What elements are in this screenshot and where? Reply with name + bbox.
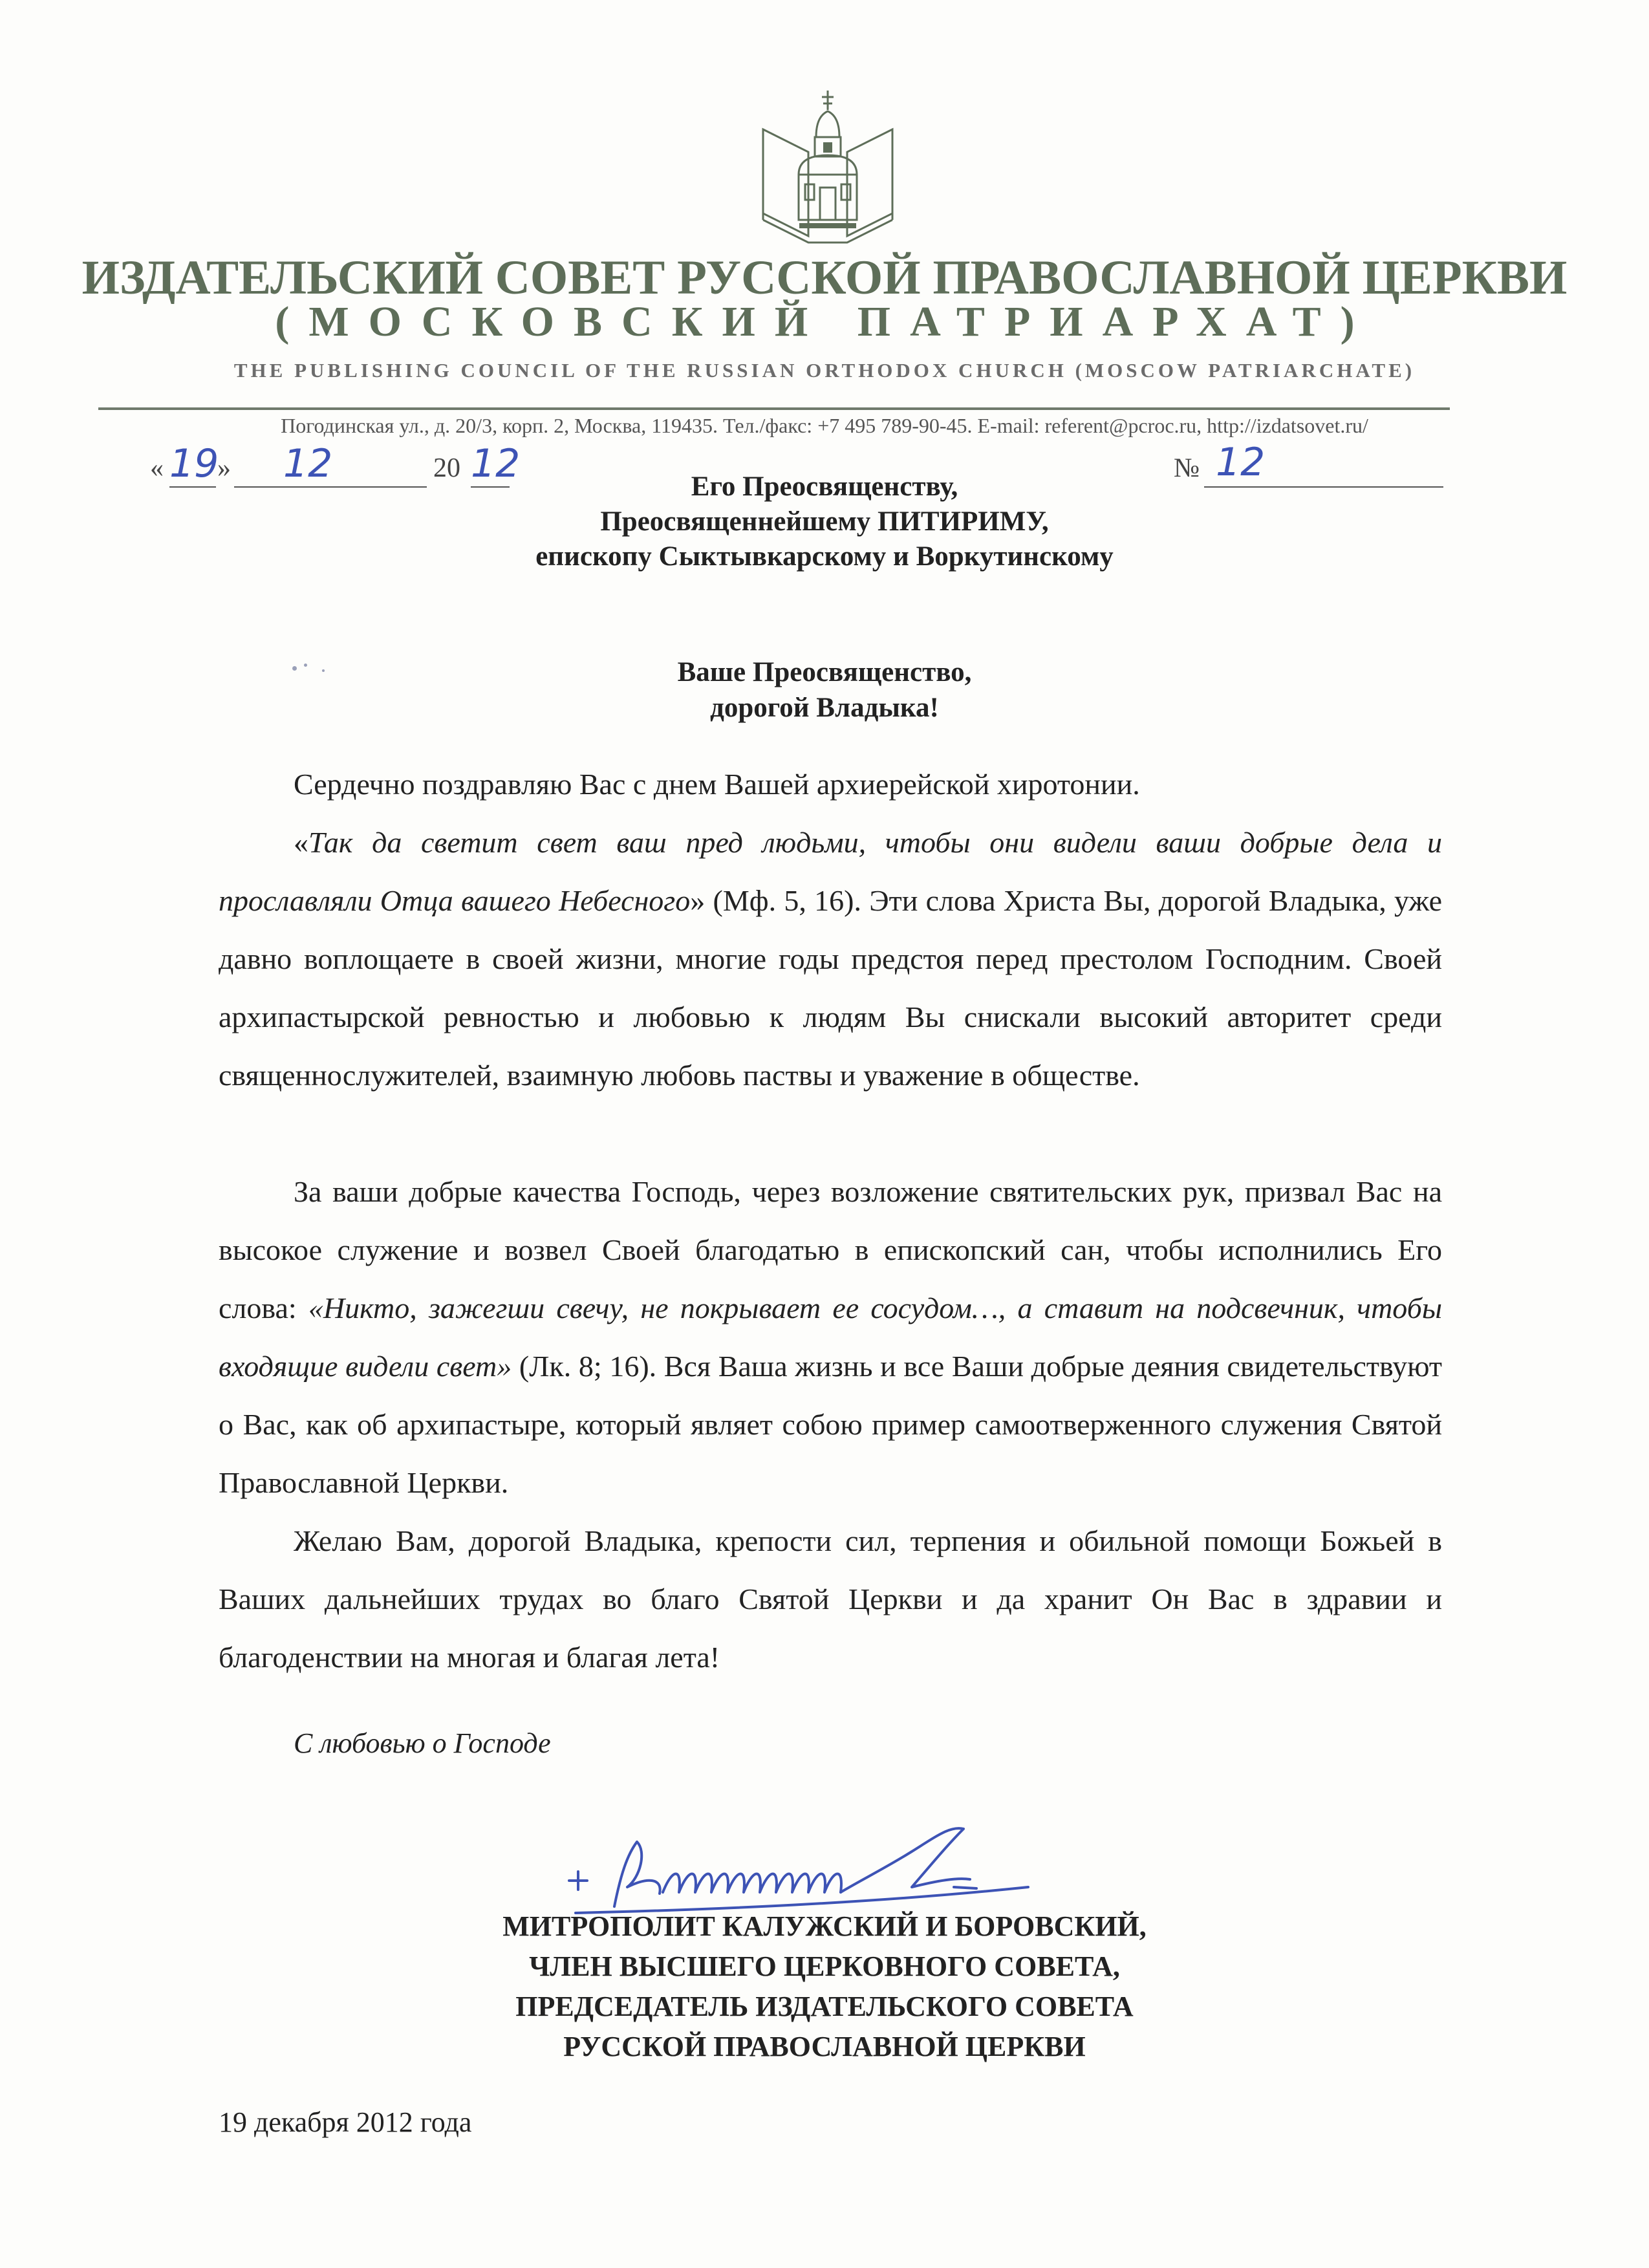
body-paragraph-3 bbox=[219, 1163, 1442, 1512]
body-paragraph-1: Сердечно поздравляю Вас с днем Вашей архиерейской хиротонии. bbox=[294, 768, 1140, 801]
signatory-title-line-2: ЧЛЕН ВЫСШЕГО ЦЕРКОВНОГО СОВЕТА, bbox=[529, 1950, 1120, 1982]
letterhead-address: Погодинская ул., д. 20/3, корп. 2, Москва, 119435. Тел./факс: +7 495 789-90-45. E-mail: referent@pcroc.ru, http://izdatsovet.ru/ bbox=[281, 414, 1368, 437]
signatory-title-line-4: РУССКОЙ ПРАВОСЛАВНОЙ ЦЕРКВИ bbox=[563, 2031, 1086, 2062]
letterhead-english-title: THE PUBLISHING COUNCIL OF THE RUSSIAN ORTHODOX CHURCH (MOSCOW PATRIARCHATE) bbox=[233, 359, 1416, 382]
addressee-line-3: епископу Сыктывкарскому и Воркутинскому bbox=[535, 541, 1114, 572]
salutation-line-2: дорогой Владыка! bbox=[710, 693, 939, 723]
date-month: 12 bbox=[283, 441, 333, 486]
date-open-quote: « bbox=[150, 453, 164, 483]
scripture-quote-luke: «Никто, зажегши свечу, не покрывает ее сосудом…, а ставит на подсвечник, чтобы входящие видели свет» bbox=[219, 1291, 1442, 1383]
date-year-prefix: 20 bbox=[433, 453, 460, 483]
church-book-icon bbox=[744, 91, 912, 252]
date-year-suffix: 12 bbox=[471, 441, 521, 486]
closing-phrase: С любовью о Господе bbox=[294, 1727, 551, 1759]
body-paragraph-2-rest: » (Мф. 5, 16). Эти слова Христа Вы, дорогой Владыка, уже давно воплощаете в своей жизни, многие годы предстоя перед престолом Господним. Своей архипастырской ревностью и любовью к людям Вы снискали высокий авторитет среди священнослужителей, взаимную любовь паствы и уважение в обществе. bbox=[219, 884, 1443, 1092]
signatory-title-line-1: МИТРОПОЛИТ КАЛУЖСКИЙ И БОРОВСКИЙ, bbox=[502, 1910, 1147, 1942]
body-paragraph-2 bbox=[219, 814, 1442, 1105]
letterhead-divider bbox=[98, 407, 1450, 410]
number-sign: № bbox=[1174, 453, 1200, 483]
date-day: 19 bbox=[169, 441, 219, 486]
addressee-line-1: Его Преосвященству, bbox=[691, 471, 958, 502]
addressee-line-2: Преосвященнейшему ПИТИРИМУ, bbox=[600, 506, 1049, 537]
footer-date: 19 декабря 2012 года bbox=[219, 2106, 472, 2138]
date-close-quote: » bbox=[217, 453, 231, 483]
body-paragraph-3-start: За ваши добрые качества Господь, через возложение святительских рук, призвал Вас на высокое служение и возвел Своей благодатью в епископский сан, чтобы исполнились Его слова: bbox=[219, 1175, 1442, 1324]
signatory-title-line-3: ПРЕДСЕДАТЕЛЬ ИЗДАТЕЛЬСКОГО СОВЕТА bbox=[515, 1991, 1134, 2022]
letterhead-title: ИЗДАТЕЛЬСКИЙ СОВЕТ РУССКОЙ ПРАВОСЛАВНОЙ ЦЕРКВИ bbox=[81, 251, 1568, 305]
letterhead-subtitle: (МОСКОВСКИЙ ПАТРИАРХАТ) bbox=[275, 298, 1374, 345]
salutation-line-1: Ваше Преосвященство, bbox=[677, 657, 972, 687]
letter-number: 12 bbox=[1216, 440, 1266, 485]
quote-mark: « bbox=[294, 826, 308, 859]
body-paragraph-4: Желаю Вам, дорогой Владыка, крепости сил, терпения и обильной помощи Божьей в Ваших дальнейших трудах во благо Святой Церкви и да хранит Он Вас в здравии и благоденствии на многая и благая лета! bbox=[219, 1524, 1442, 1674]
scripture-quote-matthew: Так да светит свет ваш пред людьми, чтобы они видели ваши добрые дела и прославляли Отца вашего Небесного bbox=[219, 826, 1442, 917]
body-paragraph-3-rest: (Лк. 8; 16). Вся Ваша жизнь и все Ваши добрые деяния свидетельствуют о Вас, как об архипастыре, который являет собою пример самоотверженного служения Святой Православной Церкви. bbox=[219, 1350, 1442, 1499]
